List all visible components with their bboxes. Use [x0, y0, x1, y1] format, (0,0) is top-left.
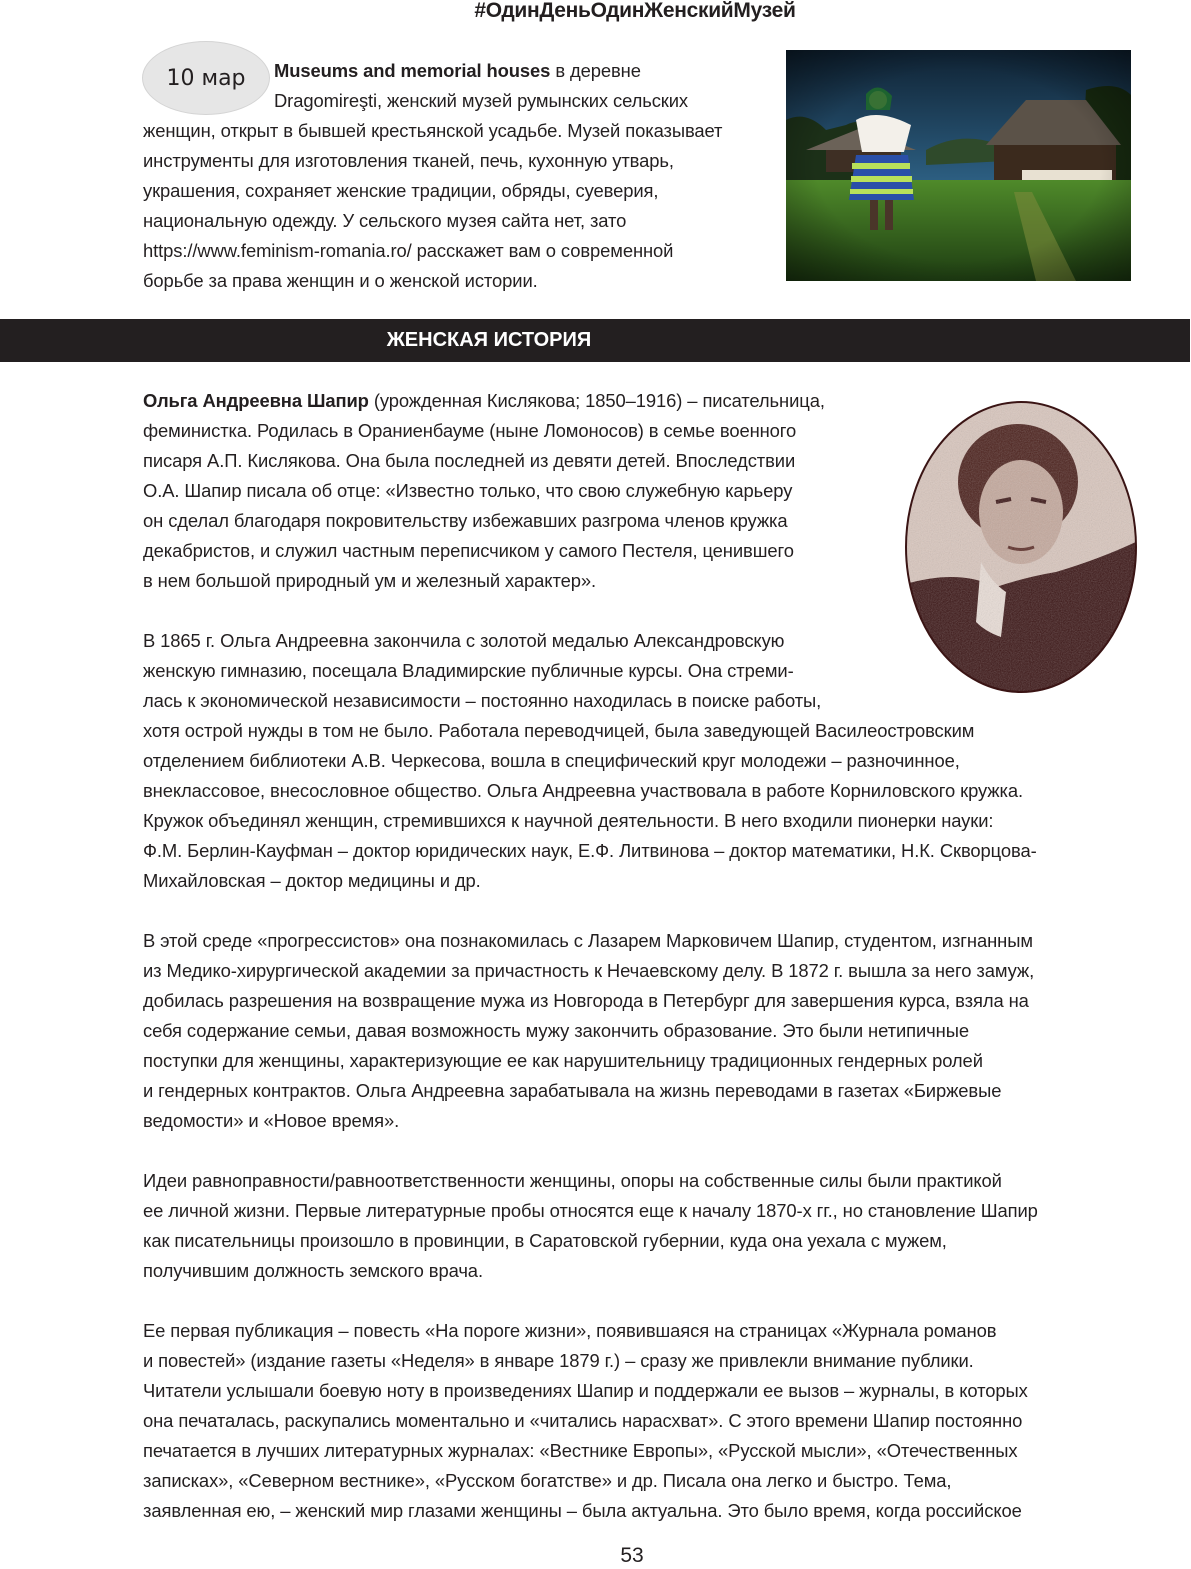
article-paragraph — [143, 626, 1133, 896]
article-line: В этой среде «прогрессистов» она познакомилась с Лазарем Марковичем Шапир, студентом, изгнанным — [143, 930, 1033, 951]
museum-photo — [786, 50, 1131, 281]
intro-line: украшения, сохраняет женские традиции, обряды, суеверия, — [143, 180, 659, 201]
article-line: он сделал благодаря покровительству избежавших разгрома членов кружка — [143, 510, 788, 531]
intro-line: Museums and memorial houses в деревне — [274, 60, 641, 81]
article-line: она печаталась, раскупались моментально и «читались нарасхват». С этого времени Шапир постоянно — [143, 1410, 1023, 1431]
article-line: Михайловская – доктор медицины и др. — [143, 870, 481, 891]
vignette — [786, 50, 1131, 281]
article-line: Ольга Андреевна Шапир (урожденная Кислякова; 1850–1916) – писательница, — [143, 390, 825, 411]
museum-link-line: https://www.feminism-romania.ro/ расскажет вам о современной — [143, 240, 674, 261]
article-body — [143, 386, 1133, 1526]
article-paragraph — [143, 1316, 1133, 1526]
article-line: Кружок объединял женщин, стремившихся к научной деятельности. В него входили пионерки науки: — [143, 810, 994, 831]
article-line: Ее первая публикация – повесть «На пороге жизни», появившаяся на страницах «Журнала романов — [143, 1320, 997, 1341]
person-name: Ольга Андреевна Шапир — [143, 390, 369, 411]
article-line: женскую гимназию, посещала Владимирские публичные курсы. Она стреми- — [143, 660, 794, 681]
article-line: Ф.М. Берлин-Кауфман – доктор юридических наук, Е.Ф. Литвинова – доктор математики, Н.К. Скворцова- — [143, 840, 1037, 861]
intro-line: женщин, открыт в бывшей крестьянской усадьбе. Музей показывает — [143, 120, 723, 141]
article-line: феминистка. Родилась в Ораниенбауме (ныне Ломоносов) в семье военного — [143, 420, 797, 441]
article-line: Идеи равноправности/равноответственности женщины, опоры на собственные силы были практикой — [143, 1170, 1002, 1191]
article-line: декабристов, и служил частным переписчиком у самого Пестеля, ценившего — [143, 540, 794, 561]
article-line: О.А. Шапир писала об отце: «Известно только, что свою служебную карьеру — [143, 480, 793, 501]
article-line: ведомости» и «Новое время». — [143, 1110, 400, 1131]
article-paragraph — [143, 386, 1133, 596]
museum-photo-illustration — [786, 50, 1131, 281]
article-line: внеклассовое, внесословное общество. Ольга Андреевна участвовала в работе Корниловского кружка. — [143, 780, 1023, 801]
article-line: и повестей» (издание газеты «Неделя» в январе 1879 г.) – сразу же привлекли внимание публики. — [143, 1350, 974, 1371]
page-number: 53 — [620, 1544, 644, 1567]
article-line: получившим должность земского врача. — [143, 1260, 483, 1281]
article-line: из Медико-хирургической академии за причастность к Нечаевскому делу. В 1872 г. вышла за него замуж, — [143, 960, 1035, 981]
museum-description — [143, 56, 788, 296]
museum-name: Museums and memorial houses — [274, 60, 551, 81]
article-line: лась к экономической независимости – постоянно находилась в поиске работы, — [143, 690, 822, 711]
section-title: ЖЕНСКАЯ ИСТОРИЯ — [386, 329, 592, 351]
article-line: как писательницы произошло в провинции, в Саратовской губернии, куда она уехала с мужем, — [143, 1230, 947, 1251]
article-line: печатается в лучших литературных журналах: «Вестнике Европы», «Русской мысли», «Отечественных — [143, 1440, 1018, 1461]
article-line: заявленная ею, – женский мир глазами женщины – была актуальна. Это было время, когда российское — [143, 1500, 1022, 1521]
article-paragraph — [143, 1166, 1133, 1286]
article-line: ее личной жизни. Первые литературные пробы относятся еще к началу 1870-х гг., но становление Шапир — [143, 1200, 1038, 1221]
article-line: писаря А.П. Кислякова. Она была последней из девяти детей. Впоследствии — [143, 450, 796, 471]
intro-line: национальную одежду. У сельского музея сайта нет, зато — [143, 210, 627, 231]
date-label: 10 мар — [166, 65, 246, 91]
article-line: хотя острой нужды в том не было. Работала переводчицей, была заведующей Василеостровским — [143, 720, 975, 741]
intro-line: инструменты для изготовления тканей, печь, кухонную утварь, — [143, 150, 674, 171]
article-line: Читатели услышали боевую ноту в произведениях Шапир и поддержали ее вызов – журналы, в которых — [143, 1380, 1028, 1401]
article-line: поступки для женщины, характеризующие ее как нарушительницу традиционных гендерных ролей — [143, 1050, 983, 1071]
article-line: в нем большой природный ум и железный характер». — [143, 570, 596, 591]
article-line: записках», «Северном вестнике», «Русском богатстве» и др. Писала она легко и быстро. Тема, — [143, 1470, 952, 1491]
hashtag-header: #ОдинДеньОдинЖенскийМузей — [474, 0, 796, 22]
article-line: добилась разрешения на возвращение мужа из Новгорода в Петербург для завершения курса, взяла на — [143, 990, 1029, 1011]
article-line: В 1865 г. Ольга Андреевна закончила с золотой медалью Александровскую — [143, 630, 785, 651]
section-header-bar — [0, 319, 1190, 362]
article-line: себя содержание семьи, давая возможность мужу закончить образование. Это были нетипичные — [143, 1020, 969, 1041]
article-paragraph — [143, 926, 1133, 1136]
intro-line: Dragomireşti, женский музей румынских сельских — [274, 90, 689, 111]
intro-line: борьбе за права женщин и о женской истории. — [143, 270, 538, 291]
article-line: и гендерных контрактов. Ольга Андреевна зарабатывала на жизнь переводами в газетах «Биржевые — [143, 1080, 1002, 1101]
article-line: отделением библиотеки А.В. Черкесова, вошла в специфический круг молодежи – разночинное, — [143, 750, 960, 771]
